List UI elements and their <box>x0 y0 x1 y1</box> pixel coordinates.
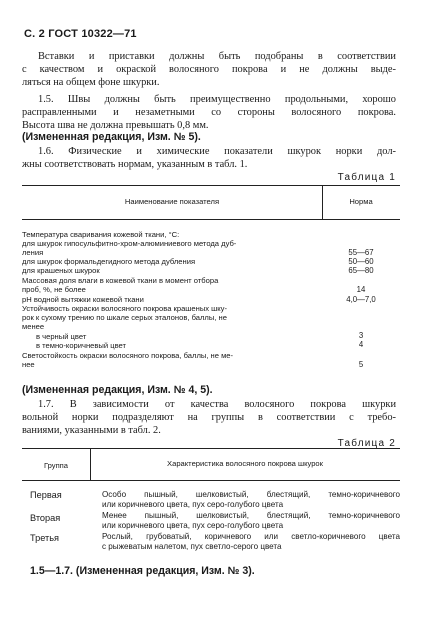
text-line: вольной норки подразделяют на группы в соответствии с требо- <box>22 412 396 423</box>
table-group-label: Вторая <box>30 513 61 523</box>
table-rule <box>22 219 400 220</box>
text-line: Рослый, грубоватый, коричневого или светло-коричневого цвета <box>102 532 400 541</box>
table-group-description <box>102 511 400 531</box>
table-2-header-description: Характеристика волосяного покрова шкурок <box>167 459 323 468</box>
table-row: ления <box>22 248 44 257</box>
table-1-header-name: Наименование показателя <box>124 197 220 206</box>
text-line: Высота шва не должна превышать 0,8 мм. <box>22 120 209 131</box>
text-line: Вставки и приставки должны быть подобраны в соответствии <box>38 51 396 62</box>
amendment-note-3: 1.5—1.7. (Измененная редакция, Изм. № 3). <box>30 565 255 577</box>
table-value: 14 <box>356 285 366 294</box>
paragraph-1-6 <box>22 145 396 171</box>
table-rule <box>22 185 400 186</box>
table-row: Устойчивость окраски волосяного покрова крашеных шку- <box>22 304 228 313</box>
text-line: 1.7. В зависимости от качества волосяного покрова шкурки <box>38 399 396 410</box>
table-value: 5 <box>358 360 364 369</box>
table-row: для шкурок формальдегидного метода дубления <box>22 257 196 266</box>
table-value: 4 <box>358 340 364 349</box>
table-row: рок к сухому трению по шкале серых эталонов, баллы, не <box>22 313 227 322</box>
table-2-caption: Таблица 2 <box>337 438 396 449</box>
table-row: Светостойкость окраски волосяного покрова, баллы, не ме- <box>22 351 234 360</box>
table-row: проб, %, не более <box>22 285 86 294</box>
table-group-label: Первая <box>30 490 62 500</box>
paragraph-1-7 <box>22 398 396 437</box>
text-line: ваниями, указанными в табл. 2. <box>22 425 161 436</box>
table-row: Массовая доля влаги в кожевой ткани в момент отбора <box>22 276 219 285</box>
amendment-note-5: (Измененная редакция, Изм. № 5). <box>22 131 201 143</box>
text-line: с рыжеватым налетом, пух светло-серого цвета <box>102 542 282 551</box>
text-line: или коричневого цвета, пух серо-голубого цвета <box>102 521 284 530</box>
table-value: 3 <box>358 331 364 340</box>
table-group-label: Третья <box>30 533 59 543</box>
text-line: 1.6. Физические и химические показатели шкурок норки дол- <box>38 146 396 157</box>
table-row: в черный цвет <box>36 332 87 341</box>
table-group-description <box>102 532 400 552</box>
table-row: нее <box>22 360 35 369</box>
text-line: расправленными и незаметными со стороны волосяного покрова. <box>22 107 396 118</box>
text-line: Особо пышный, шелковистый, блестящий, темно-коричневого <box>102 490 400 499</box>
table-value: 65—80 <box>348 266 374 275</box>
page-header: С. 2 ГОСТ 10322—71 <box>24 28 137 40</box>
table-row: pH водной вытяжки кожевой ткани <box>22 295 144 304</box>
table-row: для шкурок гипосульфитно-хром-алюминиевого метода дуб- <box>22 239 237 248</box>
text-line: с качеством и окраской волосяного покрова и не должны выде- <box>22 64 396 75</box>
table-value: 50—60 <box>348 257 374 266</box>
table-row: Температура сваривания кожевой ткани, °С: <box>22 230 180 239</box>
table-rule <box>22 480 400 481</box>
text-line: Менее пышный, шелковистый, блестящий, темно-коричневого <box>102 511 400 520</box>
table-row: в темно-коричневый цвет <box>36 341 126 350</box>
amendment-note-4-5: (Измененная редакция, Изм. № 4, 5). <box>22 384 213 396</box>
table-1-header-norm: Норма <box>349 197 373 206</box>
table-value: 4,0—7,0 <box>346 295 376 304</box>
paragraph-inserts <box>22 50 396 89</box>
table-group-description <box>102 490 400 510</box>
table-rule <box>22 448 400 449</box>
text-line: 1.5. Швы должны быть преимущественно продольными, хорошо <box>38 94 396 105</box>
paragraph-1-5 <box>22 93 396 132</box>
table-value: 55—67 <box>348 248 374 257</box>
table-2-header-group: Группа <box>43 461 69 470</box>
text-line: или коричневого цвета, пух серо-голубого цвета <box>102 500 284 509</box>
table-1-caption: Таблица 1 <box>337 172 396 183</box>
text-line: жны соответствовать нормам, указанным в табл. 1. <box>22 159 248 170</box>
table-row: менее <box>22 322 45 331</box>
table-row: для крашеных шкурок <box>22 266 100 275</box>
text-line: ляться на общем фоне шкурки. <box>22 77 160 88</box>
